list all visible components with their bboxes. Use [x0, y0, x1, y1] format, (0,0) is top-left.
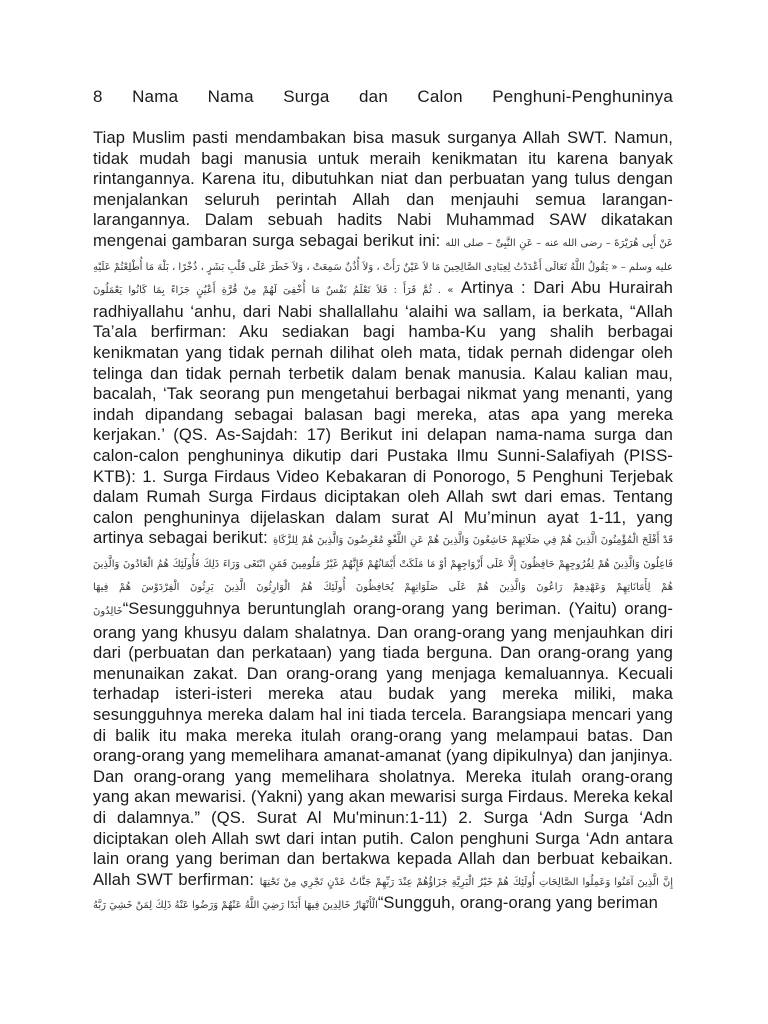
document-body: [93, 128, 673, 917]
arabic-hadith-text: عَنْ أَبِى هُرَيْرَةَ – رضى الله عنه – عَنِ النَّبِىِّ – صلى الله عليه وسلم – « يَقُولُ اللَّهُ تَعَالَى أَعْدَدْتُ لِعِبَادِى الصَّالِحِينَ مَا لاَ عَيْنٌ رَأَتْ ، وَلاَ أُذُنٌ سَمِعَتْ ، وَلاَ خَطَرَ عَلَى قَلْبِ بَشَرٍ ، ذُخْرًا ، بَلْهَ مَا أُطْلِعْتُمْ عَلَيْهِ » . ثُمَّ قَرَأَ : فَلاَ تَعْلَمُ نَفْسٌ مَا أُخْفِىَ لَهُمْ مِنْ قُرَّةِ أَعْيُنٍ جَزَاءً بِمَا كَانُوا يَعْمَلُونَ: [93, 237, 673, 297]
body-paragraph: “Sungguh, orang-orang yang beriman: [377, 893, 658, 913]
arabic-quran-verse: إِنَّ الَّذِينَ آمَنُوا وَعَمِلُوا الصَّالِحَاتِ أُولَئِكَ هُمْ خَيْرُ الْبَرِيَّةِ جَزَاؤُهُمْ عِنْدَ رَبِّهِمْ جَنَّاتُ عَدْنٍ تَجْرِي مِنْ تَحْتِهَا الْأَنْهَارُ خَالِدِينَ فِيهَا أَبَدًا رَضِيَ اللَّهُ عَنْهُمْ وَرَضُوا عَنْهُ ذَلِكَ لِمَنْ خَشِيَ رَبَّهُ: [93, 876, 673, 912]
body-paragraph: Tiap Muslim pasti mendambakan bisa masuk surganya Allah SWT. Namun, tidak mudah bagi manusia untuk meraih kenikmatan itu karena banyak rintangannya. Karena itu, dibutuhkan niat dan perbuatan yang tulus dengan menjalankan seluruh perintah Allah dan menjauhi semua larangan-larangannya. Dalam sebuah hadits Nabi Muhammad SAW dikatakan mengenai gambaran surga sebagai berikut ini:: [93, 128, 673, 250]
body-paragraph: “Sesungguhnya beruntunglah orang-orang yang beriman. (Yaitu) orang-orang yang khusyu dalam shalatnya. Dan orang-orang yang menjauhkan diri dari (perbuatan dan perkataan) yang tiada berguna. Dan orang-orang yang menunaikan zakat. Dan orang-orang yang menjaga kemaluannya. Kecuali terhadap isteri-isteri mereka atau budak yang mereka miliki, maka sesungguhnya mereka dalam hal ini tiada tercela. Barangsiapa mencari yang di balik itu maka mereka itulah orang-orang yang melampaui batas. Dan orang-orang yang memelihara amanat-amanat (yang dipikulnya) dan janjinya. Dan orang-orang yang memelihara sholatnya. Mereka itulah orang-orang yang akan mewarisi. (Yakni) yang akan mewarisi surga Firdaus. Mereka kekal di dalamnya.” (QS. Surat Al Mu'minun:1-11) 2. Surga ‘Adn Surga ‘Adn diciptakan oleh Allah swt dari intan putih. Calon penghuni Surga ‘Adn antara lain orang yang beriman dan bertakwa kepada Allah dan berbuat kebaikan. Allah SWT berfirman:: [93, 599, 673, 889]
body-paragraph: Artinya : Dari Abu Hurairah radhiyallahu ‘anhu, dari Nabi shallallahu ‘alaihi wa sallam, ia berkata, “Allah Ta’ala berfirman: Aku sediakan bagi hamba-Ku yang shalih berbagai kenikmatan yang tidak pernah dilihat oleh mata, tidak pernah didengar oleh telinga dan tidak pernah terbetik dalam benak manusia. Kalau kalian mau, bacalah, ‘Tak seorang pun mengetahui berbagai nikmat yang menanti, yang indah dipandang sebagai balasan bagi mereka, atas apa yang mereka kerjakan.’ (QS. As-Sajdah: 17) Berikut ini delapan nama-nama surga dan calon-calon penghuninya dikutip dari Pustaka Ilmu Sunni-Salafiyah (PISS-KTB): 1. Surga Firdaus Video Kebakaran di Ponorogo, 5 Penghuni Terjebak dalam Rumah Surga Firdaus diciptakan oleh Allah swt dari emas. Tentang calon penghuninya dijelaskan dalam surat Al Mu’minun ayat 1-11, yang artinya sebagai berikut:: [93, 278, 673, 548]
document-title: 8 Nama Nama Surga dan Calon Penghuni-Penghuninya: [93, 87, 673, 106]
arabic-quran-verse: قَدْ أَفْلَحَ الْمُؤْمِنُونَ الَّذِينَ هُمْ فِي صَلَاتِهِمْ خَاشِعُونَ وَالَّذِينَ هُمْ عَنِ اللَّغْوِ مُعْرِضُونَ وَالَّذِينَ هُمْ لِلزَّكَاةِ فَاعِلُونَ وَالَّذِينَ هُمْ لِفُرُوجِهِمْ حَافِظُونَ إِلَّا عَلَى أَزْوَاجِهِمْ أوْ مَا مَلَكَتْ أَيْمَانُهُمْ فَإِنَّهُمْ غَيْرُ مَلُومِينَ فَمَنِ ابْتَغَى وَرَاءَ ذَلِكَ فَأُولَئِكَ هُمُ الْعَادُونَ وَالَّذِينَ هُمْ لِأَمَانَاتِهِمْ وَعَهْدِهِمْ رَاعُونَ وَالَّذِينَ هُمْ عَلَى صَلَوَاتِهِمْ يُحَافِظُونَ أُولَئِكَ هُمُ الْوَارِثُونَ الَّذِينَ يَرِثُونَ الْفِرْدَوْسَ هُمْ فِيهَا خَالِدُونَ: [93, 535, 673, 618]
document-page: [93, 86, 673, 917]
